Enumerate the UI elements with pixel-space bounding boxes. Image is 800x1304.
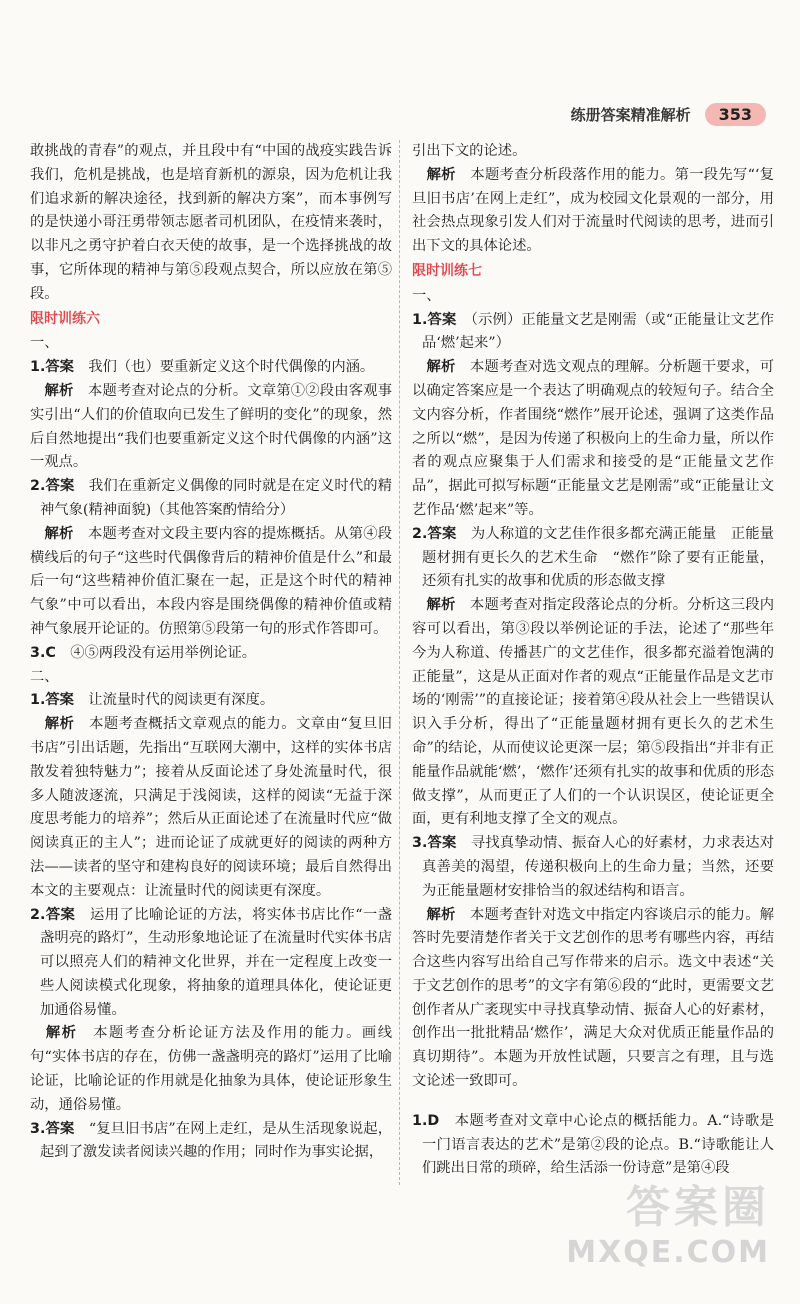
r1-analysis-text: 本题考查对选文观点的理解。分析题干要求，可以确定答案应是一个表达了明确观点的较短句子。结合全文内容分析，作者围绕“燃作”展开论述，强调了这类作品之所以“燃”，是因为传递了积极向上的生命力量，所以作者的观点应聚集于人们需求和接受的是“正能量文艺作品”，据此可拟写标题“正能量文艺是刚需”或“正能量让文艺作品‘燃’起来”等。 [412, 359, 775, 518]
q2-analysis-label: 解析 [44, 525, 74, 542]
r3-num: 3. [412, 835, 428, 852]
p1-answer-label: 答案 [45, 692, 74, 709]
r1-answer-text: （示例）正能量文艺是刚需（或“正能量让文艺作品‘燃’起来”） [422, 311, 775, 352]
r3-analysis [412, 904, 774, 1094]
sub-heading-one-right: 一、 [412, 287, 441, 304]
q3-answer [30, 642, 392, 666]
left-column [30, 140, 392, 1165]
watermark [566, 1171, 770, 1270]
q3-num: 3. [30, 644, 46, 661]
cont-analysis-text: 本题考查分析段落作用的能力。第一段先写“‘复旦旧书店’在网上走红”，成为校园文化景观的一部分，用社会热点现象引发人们对于流量时代阅读的思考，进而引出下文的具体论述。 [412, 166, 775, 255]
r1-analysis-label: 解析 [426, 359, 456, 376]
r2-answer-text: 为人称道的文艺佳作很多都充满正能量 正能量题材拥有更长久的艺术生命 “燃作”除了要有正能量，还须有扎实的故事和优质的形态做支撑 [422, 525, 775, 590]
p1-analysis-label: 解析 [44, 716, 75, 733]
p2-answer-label: 答案 [45, 906, 76, 923]
p2-answer-text: 运用了比喻论证的方法，将实体书店比作“一盏盏明亮的路灯”，生动形象地论证了在流量时代实体书店可以照亮人们的精神文化世界，并在一定程度上改变一些人阅读模式化现象，将抽象的道理具体化，使论证更加通俗易懂。 [40, 906, 392, 1018]
r2-answer [412, 523, 774, 594]
q2-answer-label: 答案 [45, 478, 75, 495]
right-column [412, 140, 774, 1181]
r3-answer-text: 寻找真挚动情、振奋人心的好素材，力求表达对真善美的渴望，传递积极向上的生命力量；当然，还要为正能量题材安排恰当的叙述结构和语言。 [422, 835, 775, 899]
q1-analysis-text: 本题考查对论点的分析。文章第①②段由客观事实引出“人们的价值取向已发生了鲜明的变化”的现象，然后自然地提出“我们也要重新定义这个时代偶像的内涵”这一观点。 [30, 382, 393, 471]
r2-analysis-text: 本题考查对指定段落论点的分析。分析这三段内容可以看出，第③段以举例论证的手法，论述了“那些年今为人称道、传播甚广的文艺佳作，很多都充溢着饱满的正能量”，这是从正面对作者的观点“正能量作品是文艺市场的‘刚需’”的直接论证；接着第④段从社会上一些错误认识入手分析，得出了“正能量题材拥有更长久的艺术生命”的结论，从而使议论更深一层；第⑤段指出“并非有正能量作品就能‘燃’，‘燃作’还须有扎实的故事和优质的形态做支撑”，从而更正了人们的一个认识误区，使论证更全面，更有利地支撑了全文的观点。 [412, 597, 775, 828]
q1-analysis [30, 380, 392, 475]
r1-answer [412, 309, 774, 357]
r3-analysis-label: 解析 [426, 906, 456, 923]
q1-num: 1. [30, 359, 46, 376]
p1-analysis [30, 713, 392, 903]
p1-num: 1. [30, 692, 46, 709]
q1-answer-text: 我们（也）要重新定义这个时代偶像的内涵。 [88, 359, 375, 376]
p3-num: 3. [30, 1120, 46, 1137]
s1-num: 1. [412, 1112, 428, 1129]
continue-text: 引出下文的论述。 [412, 143, 527, 159]
section-title-seven: 限时训练七 [412, 262, 482, 279]
header-title: 练册答案精准解析 [570, 105, 691, 124]
r1-answer-label: 答案 [427, 311, 457, 328]
p2-analysis-text: 本题考查分析论证方法及作用的能力。画线句“实体书店的存在，仿佛一盏盏明亮的路灯”运用了比喻论证，比喻论证的作用就是化抽象为具体，使论证形象生动，通俗易懂。 [30, 1025, 393, 1113]
p3-answer-text: “复旦旧书店”在网上走红，是从生活现象说起，起到了激发读者阅读兴趣的作用；同时作为事实论据， [40, 1120, 393, 1161]
spacer [412, 1094, 774, 1110]
q2-analysis-text: 本题考查对文段主要内容的提炼概括。从第④段横线后的句子“这些时代偶像背后的精神价值是什么”和最后一句“这些精神价值汇聚在一起，正是这个时代的精神气象”中可以看出，本段内容是围绕偶像的精神价值或精神气象展开论证的。仿照第⑤段第一句的形式作答即可。 [30, 525, 393, 637]
r3-answer-label: 答案 [427, 835, 457, 852]
watermark-bottom: MXQE.COM [566, 1235, 770, 1270]
watermark-top: 答案圈 [626, 1182, 770, 1233]
p2-analysis-label: 解析 [45, 1025, 78, 1042]
p1-analysis-text: 本题考查概括文章观点的能力。文章由“复旦旧书店”引出话题，先指出“互联网大潮中，这样的实体书店散发着独特魅力”；接着从反面论述了身处流量时代，很多人随波逐流，只满足于浅阅读，这样的阅读“无益于深度思考能力的培养”；然后从正面论述了在流量时代应“做阅读真正的主人”；进而论证了成就更好的阅读的两种方法——读者的坚守和建构良好的阅读环境；最后自然得出本文的主要观点：让流量时代的阅读更有深度。 [30, 716, 393, 899]
q1-analysis-label: 解析 [44, 382, 74, 399]
p2-answer [30, 904, 392, 1023]
q2-answer-text: 我们在重新定义偶像的同时就是在定义时代的精神气象(精神面貌)（其他答案酌情给分） [40, 478, 393, 518]
cont-analysis [412, 164, 774, 259]
r1-num: 1. [412, 311, 428, 328]
p1-answer [30, 689, 392, 713]
page-number: 353 [705, 103, 766, 126]
p2-analysis [30, 1022, 392, 1117]
s1-answer-letter: D [427, 1112, 440, 1129]
r2-num: 2. [412, 525, 428, 542]
r2-analysis [412, 594, 774, 832]
r2-analysis-label: 解析 [426, 597, 456, 614]
p2-num: 2. [30, 906, 46, 923]
r1-analysis [412, 356, 774, 523]
q2-analysis [30, 523, 392, 642]
sub-heading-two: 二、 [30, 668, 59, 685]
column-divider [399, 140, 400, 1185]
q1-answer [30, 356, 392, 380]
intro-paragraph: 敢挑战的青春”的观点，并且段中有“中国的战疫实践告诉我们，危机是挑战，也是培育新机的源泉，因为危机让我们追求新的解决途径，找到新的解决方案”，而本事例写的是快递小哥汪勇带领志愿者司机团队，在疫情来袭时，以非凡之勇守护着白衣天使的故事，是一个选择挑战的故事，它所体现的精神与第⑤段观点契合，所以应放在第⑤段。 [30, 143, 392, 302]
r3-analysis-text: 本题考查针对选文中指定内容谈启示的能力。解答时先要清楚作者关于文艺创作的思考有哪些内容，再结合这些内容写出给自己写作带来的启示。选文中表述“关于文艺创作的思考”的文字有第⑥段的“此时，更需要文艺创作者从广袤现实中寻找真挚动情、振奋人心的好素材，创作出一批批精品‘燃作’，满足大众对优质正能量作品的真切期待”。本题为开放性试题，只要言之有理，且与选文论述一致即可。 [412, 906, 775, 1090]
q2-answer [30, 475, 392, 523]
page-header [571, 100, 766, 128]
q3-answer-letter: C [45, 644, 56, 661]
q1-answer-label: 答案 [45, 359, 74, 376]
p3-answer-label: 答案 [45, 1120, 75, 1137]
p3-answer [30, 1118, 392, 1166]
r2-answer-label: 答案 [427, 525, 457, 542]
q2-num: 2. [30, 478, 46, 495]
section-title-six: 限时训练六 [30, 310, 100, 327]
r3-answer [412, 832, 774, 903]
q3-answer-text: ④⑤两段没有运用举例论证。 [70, 644, 257, 661]
cont-analysis-label: 解析 [426, 166, 456, 183]
s1-answer-text: 本题考查对文章中心论点的概括能力。A.“诗歌是一门语言表达的艺术”是第②段的论点。B.“诗歌能让人们跳出日常的琐碎，给生活添一份诗意”是第④段 [422, 1112, 774, 1177]
p1-answer-text: 让流量时代的阅读更有深度。 [88, 692, 275, 709]
sub-heading-one: 一、 [30, 335, 59, 352]
